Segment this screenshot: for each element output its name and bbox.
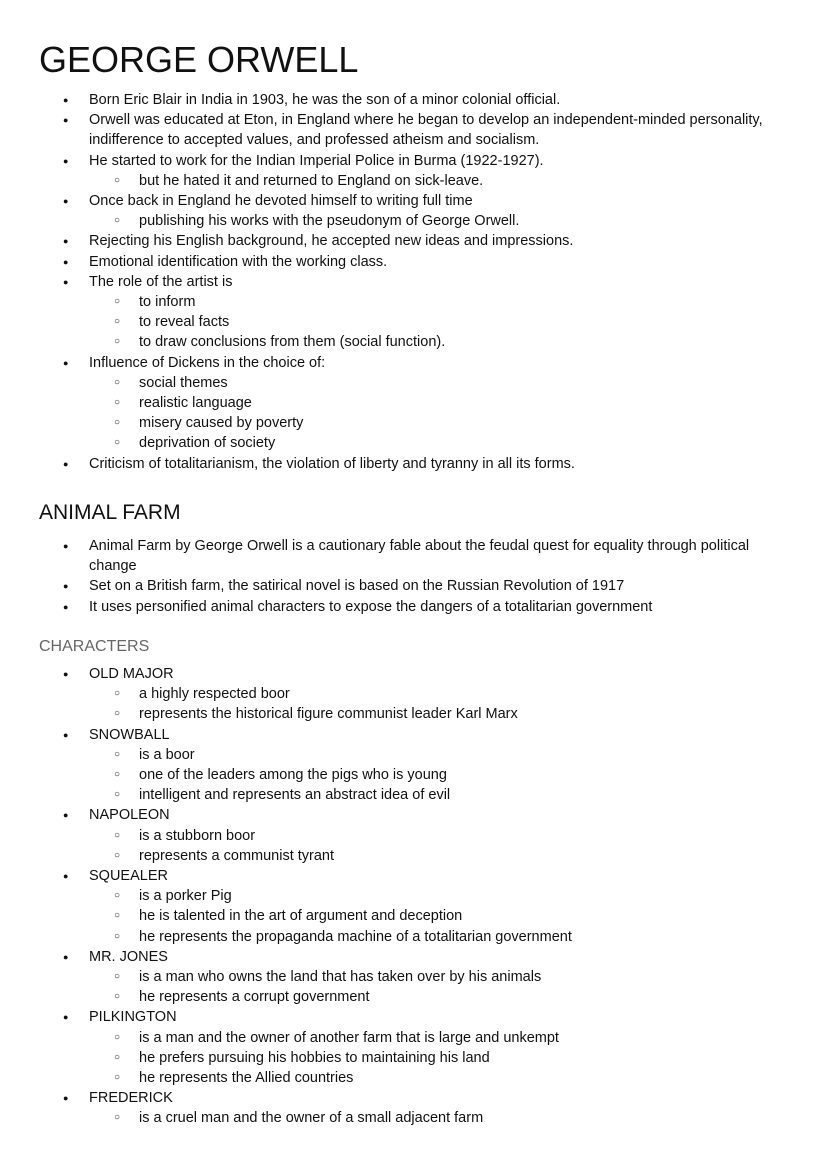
bullet-item: ● PILKINGTON bbox=[0, 1007, 828, 1027]
section-title-animal-farm: ANIMAL FARM bbox=[39, 501, 181, 524]
sub-bullet-item: ○ misery caused by poverty bbox=[0, 413, 828, 433]
bullet-item: ● Orwell was educated at Eton, in England where he began to develop an independent-minded personality, indifference to accepted values, and professed atheism and socialism. bbox=[0, 110, 828, 150]
sub-bullet-item: ○ represents the historical figure communist leader Karl Marx bbox=[0, 704, 828, 724]
characters-list bbox=[0, 664, 828, 1129]
bullet-item: ● It uses personified animal characters to expose the dangers of a totalitarian government bbox=[0, 597, 828, 617]
bullet-item: ● FREDERICK bbox=[0, 1088, 828, 1108]
bullet-item: ● Born Eric Blair in India in 1903, he was the son of a minor colonial official. bbox=[0, 90, 828, 110]
sub-bullet-item: ○ is a cruel man and the owner of a small adjacent farm bbox=[0, 1108, 828, 1128]
sub-bullet-item: ○ to reveal facts bbox=[0, 312, 828, 332]
bullet-item: ● SNOWBALL bbox=[0, 725, 828, 745]
section-title-characters: CHARACTERS bbox=[39, 638, 150, 655]
sub-bullet-item: ○ he is talented in the art of argument and deception bbox=[0, 906, 828, 926]
bullet-item: ● Influence of Dickens in the choice of: bbox=[0, 353, 828, 373]
bullet-item: ● He started to work for the Indian Imperial Police in Burma (1922-1927). bbox=[0, 151, 828, 171]
sub-bullet-item: ○ he represents the propaganda machine of a totalitarian government bbox=[0, 927, 828, 947]
bullet-item: ● Criticism of totalitarianism, the violation of liberty and tyranny in all its forms. bbox=[0, 454, 828, 474]
sub-bullet-item: ○ to draw conclusions from them (social function). bbox=[0, 332, 828, 352]
bullet-item: ● Rejecting his English background, he accepted new ideas and impressions. bbox=[0, 231, 828, 251]
animal-farm-list bbox=[0, 536, 828, 617]
bullet-item: ● NAPOLEON bbox=[0, 805, 828, 825]
sub-bullet-item: ○ social themes bbox=[0, 373, 828, 393]
bullet-item: ● Emotional identification with the working class. bbox=[0, 252, 828, 272]
sub-bullet-item: ○ is a man and the owner of another farm that is large and unkempt bbox=[0, 1028, 828, 1048]
sub-bullet-item: ○ is a stubborn boor bbox=[0, 826, 828, 846]
bullet-item: ● Once back in England he devoted himself to writing full time bbox=[0, 191, 828, 211]
biography-list bbox=[0, 90, 828, 474]
sub-bullet-item: ○ one of the leaders among the pigs who is young bbox=[0, 765, 828, 785]
sub-bullet-item: ○ realistic language bbox=[0, 393, 828, 413]
sub-bullet-item: ○ to inform bbox=[0, 292, 828, 312]
bullet-item: ● MR. JONES bbox=[0, 947, 828, 967]
sub-bullet-item: ○ he represents a corrupt government bbox=[0, 987, 828, 1007]
bullet-item: ● OLD MAJOR bbox=[0, 664, 828, 684]
sub-bullet-item: ○ is a porker Pig bbox=[0, 886, 828, 906]
sub-bullet-item: ○ deprivation of society bbox=[0, 433, 828, 453]
page-title: GEORGE ORWELL bbox=[39, 39, 359, 80]
sub-bullet-item: ○ he represents the Allied countries bbox=[0, 1068, 828, 1088]
sub-bullet-item: ○ publishing his works with the pseudonym of George Orwell. bbox=[0, 211, 828, 231]
sub-bullet-item: ○ he prefers pursuing his hobbies to maintaining his land bbox=[0, 1048, 828, 1068]
sub-bullet-item: ○ but he hated it and returned to England on sick-leave. bbox=[0, 171, 828, 191]
sub-bullet-item: ○ is a man who owns the land that has taken over by his animals bbox=[0, 967, 828, 987]
sub-bullet-item: ○ is a boor bbox=[0, 745, 828, 765]
bullet-item: ● Set on a British farm, the satirical novel is based on the Russian Revolution of 1917 bbox=[0, 576, 828, 596]
sub-bullet-item: ○ a highly respected boor bbox=[0, 684, 828, 704]
bullet-item: ● The role of the artist is bbox=[0, 272, 828, 292]
bullet-item: ● Animal Farm by George Orwell is a cautionary fable about the feudal quest for equality through political change bbox=[0, 536, 828, 576]
sub-bullet-item: ○ represents a communist tyrant bbox=[0, 846, 828, 866]
bullet-item: ● SQUEALER bbox=[0, 866, 828, 886]
sub-bullet-item: ○ intelligent and represents an abstract idea of evil bbox=[0, 785, 828, 805]
